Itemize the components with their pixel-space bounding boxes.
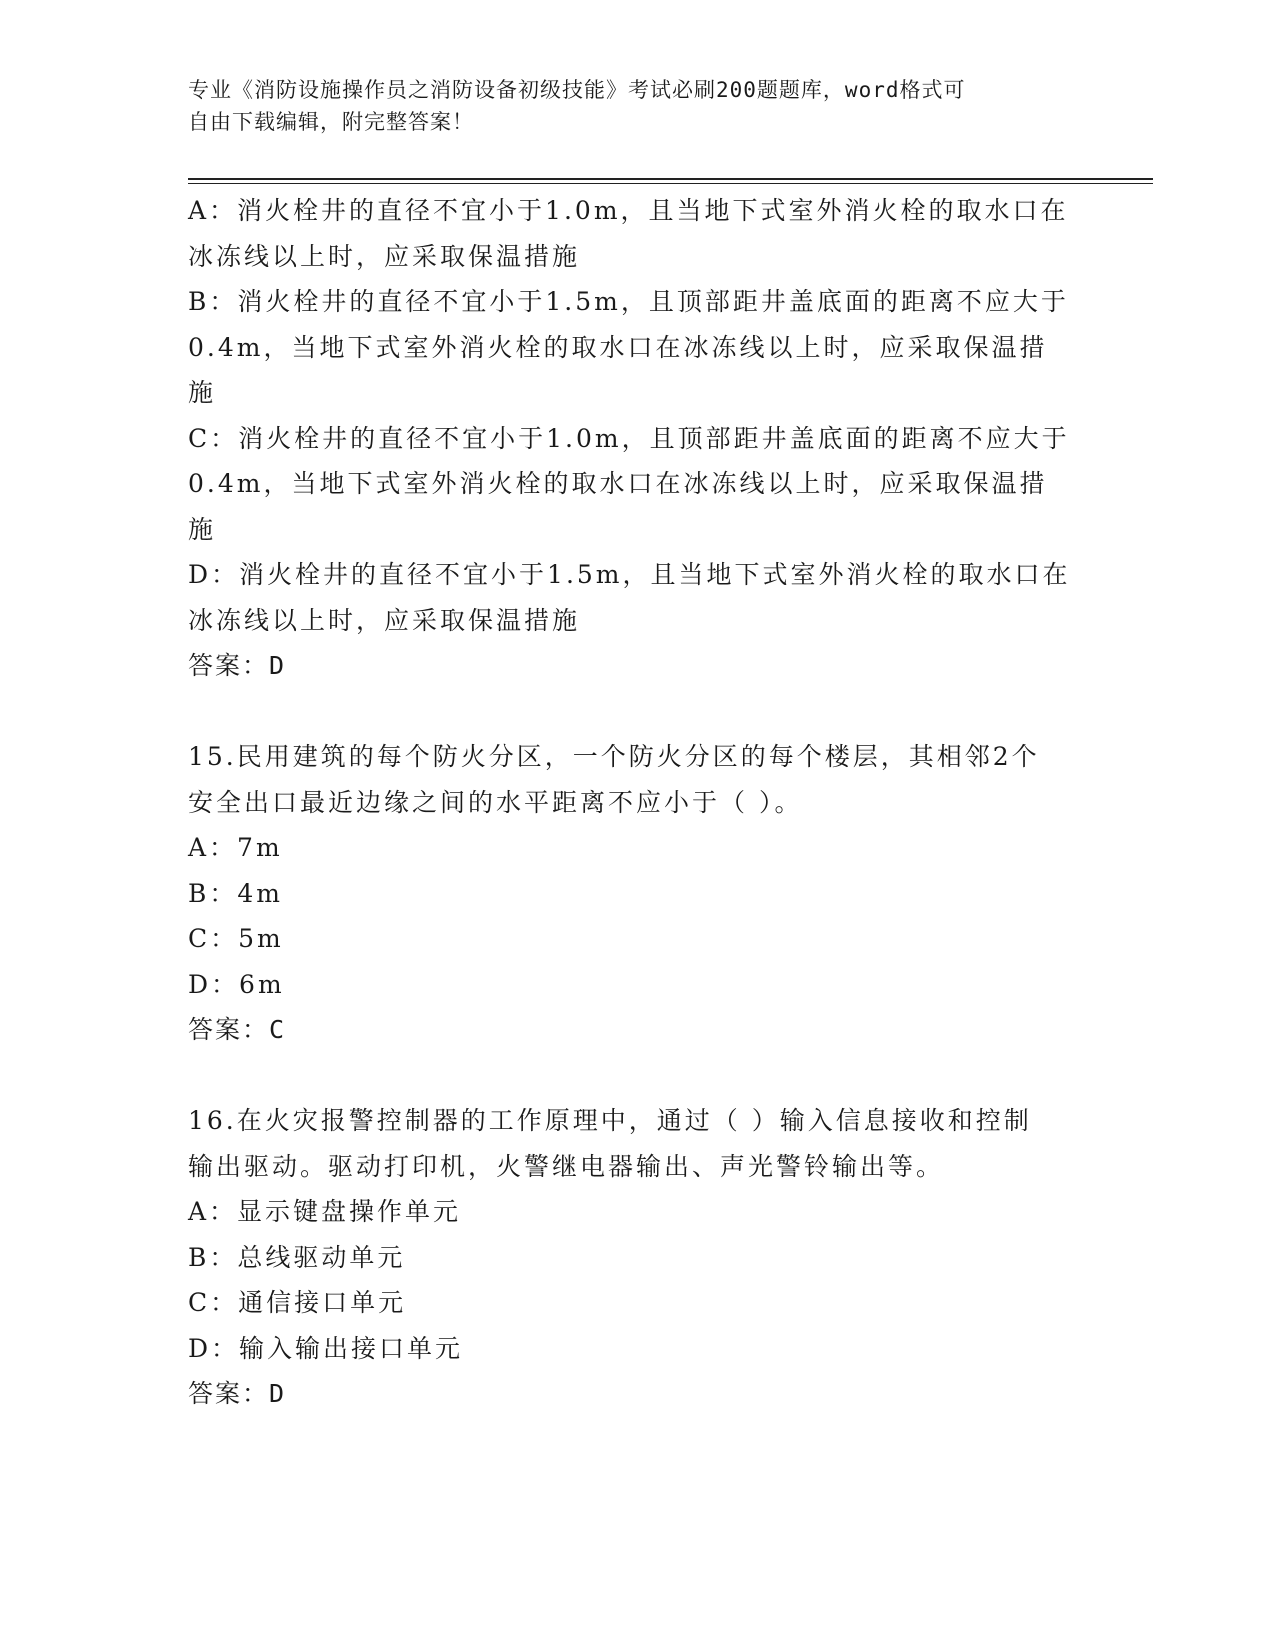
q15-option-b: B：4m [188,878,283,908]
q16-stem-line-2: 输出驱动。驱动打印机，火警继电器输出、声光警铃输出等。 [188,1151,945,1181]
q14-option-c-line-2: 0.4m，当地下式室外消火栓的取水口在冰冻线以上时，应采取保温措 [188,469,1048,498]
header-divider-bottom [188,183,1153,184]
q15-answer: 答案：C [188,1015,287,1044]
q15-option-a: A：7m [188,833,283,862]
q14-option-a-line-2: 冰冻线以上时，应采取保温措施 [188,241,581,271]
q14-option-d-line-2: 冰冻线以上时，应采取保温措施 [188,605,581,635]
q16-option-d: D：输入输出接口单元 [188,1333,464,1363]
q14-option-b-line-3: 施 [188,378,217,407]
q14-answer: 答案：D [188,651,287,680]
document-header [188,74,1088,138]
q14-option-c-line-1: C：消火栓井的直径不宜小于1.0m，且顶部距井盖底面的距离不应大于 [188,423,1070,453]
q16-stem-line-1: 16.在火灾报警控制器的工作原理中，通过（ ）输入信息接收和控制 [188,1106,1032,1135]
document-body [188,188,1088,1417]
q14-option-b-line-2: 0.4m，当地下式室外消火栓的取水口在冰冻线以上时，应采取保温措 [188,332,1048,362]
q15-option-c: C：5m [188,924,284,953]
q15-stem-line-1: 15.民用建筑的每个防火分区，一个防火分区的每个楼层，其相邻2个 [188,742,1040,771]
q16-option-a: A：显示键盘操作单元 [188,1197,462,1226]
question-16 [188,1098,1088,1417]
q14-option-a-line-1: A：消火栓井的直径不宜小于1.0m，且当地下式室外消火栓的取水口在 [188,196,1069,225]
q14-option-b-line-1: B：消火栓井的直径不宜小于1.5m，且顶部距井盖底面的距离不应大于 [188,287,1069,316]
spacer [188,689,1088,735]
spacer [188,1053,1088,1099]
question-15 [188,734,1088,1053]
q16-option-c: C：通信接口单元 [188,1288,407,1317]
q16-answer: 答案：D [188,1379,287,1408]
header-divider-top [188,178,1153,180]
q16-option-b: B：总线驱动单元 [188,1242,406,1272]
q14-option-c-line-3: 施 [188,514,217,544]
q15-option-d: D：6m [188,969,285,999]
q14-option-d-line-1: D：消火栓井的直径不宜小于1.5m，且当地下式室外消火栓的取水口在 [188,560,1071,589]
header-line-1: 专业《消防设施操作员之消防设备初级技能》考试必刷200题题库，word格式可 [188,78,966,102]
question-14-options [188,188,1088,689]
header-line-2: 自由下载编辑，附完整答案！ [188,110,474,134]
q15-stem-line-2: 安全出口最近边缘之间的水平距离不应小于（ ）。 [188,787,803,817]
